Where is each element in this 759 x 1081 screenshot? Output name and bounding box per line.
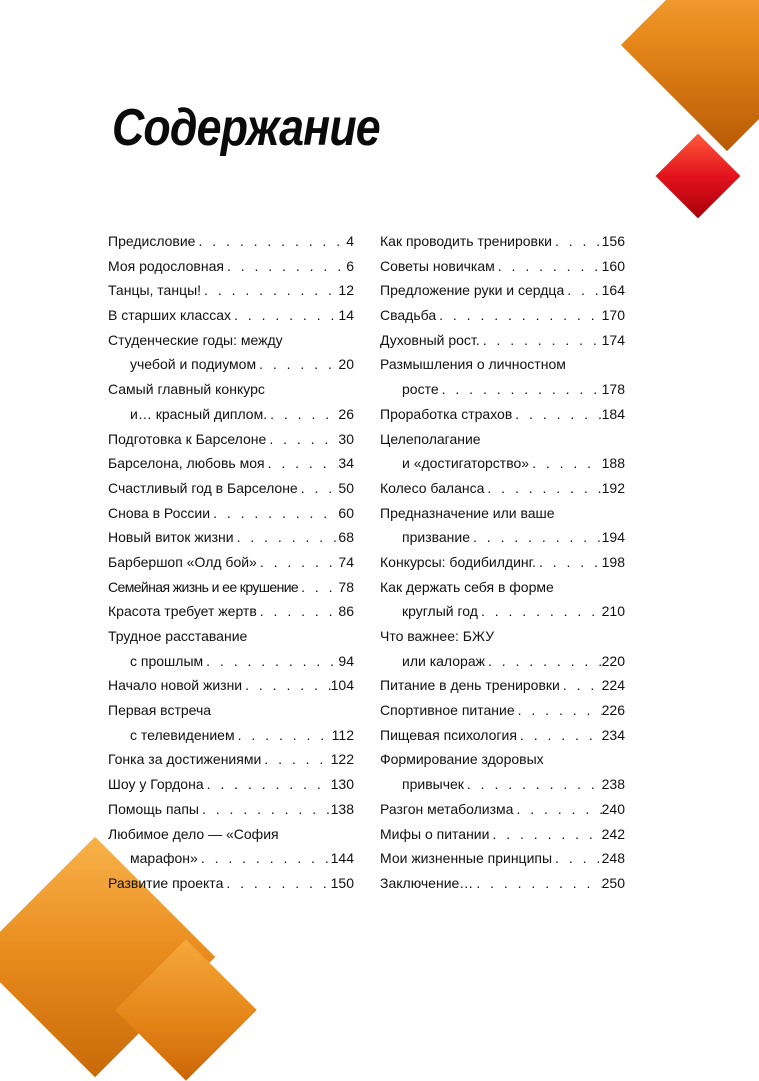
toc-entry-title: росте [402,381,439,398]
toc-column-left [108,229,354,896]
toc-entry-title: Колесо баланса [380,479,485,496]
dot-leader [266,427,338,452]
toc-entry[interactable] [380,476,625,501]
toc-page-number: 60 [338,504,354,521]
toc-entry[interactable] [380,427,625,476]
toc-page-number: 78 [338,578,354,595]
toc-entry[interactable] [108,476,354,501]
dot-leader [224,254,346,279]
toc-page-number: 14 [338,307,354,324]
toc-page-number: 50 [338,479,354,496]
toc-entry-title: Спортивное питание [380,702,515,719]
toc-entry-title: Предисловие [108,233,196,249]
toc-entry-title: Как держать себя в форме [380,578,554,595]
toc-entry[interactable] [380,797,625,822]
toc-entry-title: Шоу у Гордона [108,776,204,793]
toc-entry-title: Гонка за достижениями [108,751,262,768]
toc-entry[interactable] [380,328,625,353]
toc-entry[interactable] [108,377,354,426]
toc-entry[interactable] [380,254,625,279]
toc-entry-title: или калораж [402,652,485,669]
dot-leader [257,550,339,575]
toc-entry[interactable] [108,328,354,377]
toc-entry-title: марафон» [130,850,198,867]
toc-entry-title: Студенческие годы: между [108,331,283,348]
toc-entry-title: Духовный рост. [380,331,480,348]
toc-page-number: 192 [601,479,625,496]
toc-page-number: 250 [601,874,625,891]
dot-leader [480,328,602,353]
dot-leader [470,525,602,550]
dot-leader [242,673,331,698]
toc-page-number: 164 [601,282,625,299]
dot-leader [203,649,338,674]
toc-entry[interactable] [380,747,625,796]
toc-page-number: 6 [346,257,354,274]
toc-entry[interactable] [108,772,354,797]
toc-entry[interactable] [380,303,625,328]
toc-entry-title: Начало новой жизни [108,677,243,694]
toc-page-number: 12 [338,282,354,299]
dot-leader [473,871,601,896]
toc-entry[interactable] [108,501,354,526]
page-title: Содержание [112,99,380,157]
toc-page-number: 156 [601,233,625,249]
toc-page-number: 34 [338,455,354,472]
dot-leader [199,797,331,822]
toc-entry-title: с прошлым [130,652,204,669]
toc-page-number: 220 [601,652,625,669]
toc-entry-title: Подготовка к Барселоне [108,430,267,447]
toc-entry-title: Заключение… [380,874,474,891]
toc-entry-title: учебой и подиумом [130,356,257,373]
toc-page-number: 188 [601,455,625,472]
dot-leader [552,229,602,254]
toc-page-number: 26 [338,405,354,422]
dot-leader [210,501,338,526]
toc-entry-title: Новый виток жизни [108,529,234,546]
toc-entry-title: Предложение руки и сердца [380,282,565,299]
dot-leader [198,846,331,871]
toc-entry[interactable] [380,402,625,427]
dot-leader [560,673,602,698]
toc-entry-title: Мифы о питании [380,825,490,842]
dot-leader [515,698,602,723]
toc-page-number: 174 [601,331,625,348]
dot-leader [552,846,602,871]
dot-leader [201,278,338,303]
toc-entry-title: Семейная жизнь и ее крушение [108,578,299,595]
dot-leader [464,772,602,797]
toc-entry-title: и «достигаторство» [402,455,530,472]
dot-leader [231,303,338,328]
toc-page-number: 74 [338,553,354,570]
orange-diamond-decoration-top [621,0,759,151]
dot-leader [564,278,601,303]
toc-entry-title: Танцы, танцы! [108,282,202,299]
dot-leader [436,303,602,328]
toc-entry[interactable] [108,575,354,600]
toc-page-number: 242 [601,825,625,842]
toc-entry[interactable] [108,525,354,550]
toc-entry[interactable] [108,451,354,476]
toc-entry-title: Свадьба [380,307,437,324]
dot-leader [439,377,602,402]
toc-entry[interactable] [380,575,625,624]
dot-leader [234,525,339,550]
toc-entry[interactable] [108,599,354,624]
toc-page-number: 122 [330,751,354,768]
toc-page-number: 170 [601,307,625,324]
toc-page-number: 226 [601,702,625,719]
dot-leader [204,772,331,797]
toc-entry-title: Размышления о личностном [380,356,566,373]
toc-entry-title: Развитие проекта [108,874,224,891]
toc-page-number: 130 [330,776,354,793]
toc-page-number: 144 [330,850,354,867]
toc-entry-title: Что важнее: БЖУ [380,628,495,644]
dot-leader [484,476,601,501]
toc-page-number: 184 [601,405,625,422]
toc-entry[interactable] [380,278,625,303]
toc-page-number: 240 [601,800,625,817]
toc-entry-title: Любимое дело — «София [108,825,279,842]
toc-entry-title: Формирование здоровых [380,751,544,768]
dot-leader [265,451,339,476]
toc-entry-title: Как проводить тренировки [380,233,552,249]
toc-entry-title: с телевидением [130,726,235,743]
toc-entry-title: Барселона, любовь моя [108,455,265,472]
toc-page-number: 234 [601,726,625,743]
toc-page-number: 112 [331,726,354,743]
dot-leader [298,476,339,501]
dot-leader [267,402,338,427]
toc-entry-title: Моя родословная [108,257,224,274]
toc-entry-title: Барбершоп «Олд бой» [108,553,257,570]
toc-entry[interactable] [108,673,354,698]
dot-leader [513,797,601,822]
toc-page-number: 178 [601,381,625,398]
toc-entry-title: Советы новичкам [380,257,495,274]
dot-leader [485,649,602,674]
toc-page-number: 150 [330,874,354,891]
toc-entry[interactable] [108,303,354,328]
toc-entry[interactable] [380,723,625,748]
toc-page-number: 198 [601,553,625,570]
toc-entry[interactable] [108,797,354,822]
toc-page-number: 30 [338,430,354,447]
toc-entry-title: В старших классах [108,307,232,324]
toc-page-number: 86 [338,603,354,620]
toc-entry[interactable] [380,871,625,896]
toc-entry[interactable] [380,352,625,401]
toc-entry-title: призвание [402,529,471,546]
toc-entry-title: Снова в России [108,504,211,521]
dot-leader [256,352,338,377]
toc-page-number: 224 [601,677,625,694]
toc-entry-title: Пищевая психология [380,726,517,743]
toc-entry-title: Проработка страхов [380,405,513,422]
dot-leader [195,229,346,254]
toc-entry[interactable] [108,550,354,575]
toc-entry-title: Красота требует жертв [108,603,257,620]
toc-entry[interactable] [380,673,625,698]
toc-entry-title: и… красный диплом. [130,405,268,422]
toc-entry[interactable] [108,822,354,871]
toc-entry-title: Конкурсы: бодибилдинг. [380,553,536,570]
toc-page-number: 248 [601,850,625,867]
dot-leader [235,723,332,748]
toc-entry[interactable] [108,624,354,673]
toc-entry[interactable] [108,871,354,896]
toc-entry-title: привычек [402,776,464,793]
toc-entry-title: Счастливый год в Барселоне [108,479,298,496]
toc-entry[interactable] [380,698,625,723]
toc-entry[interactable] [380,822,625,847]
toc-entry[interactable] [108,254,354,279]
toc-entry-title: Предназначение или ваше [380,504,555,521]
dot-leader [478,599,602,624]
toc-entry-title: Целеполагание [380,430,481,447]
toc-page-number: 20 [338,356,354,373]
toc-page-number: 104 [330,677,354,694]
toc-entry-title: Помощь папы [108,800,199,817]
toc-entry-title: Разгон метаболизма [380,800,514,817]
toc-entry-title: круглый год [402,603,478,620]
toc-entry[interactable] [380,550,625,575]
dot-leader [298,575,338,600]
toc-entry[interactable] [108,427,354,452]
toc-page-number: 238 [601,776,625,793]
toc-entry[interactable] [108,698,354,747]
dot-leader [489,822,601,847]
dot-leader [257,599,339,624]
toc-entry[interactable] [380,846,625,871]
toc-entry[interactable] [108,278,354,303]
dot-leader [261,747,330,772]
toc-page-number: 194 [601,529,625,546]
toc-page-number: 4 [346,233,354,249]
toc-entry-title: Трудное расставание [108,628,248,644]
dot-leader [495,254,602,279]
toc-page-number: 138 [330,800,354,817]
dot-leader [529,451,602,476]
dot-leader [536,550,602,575]
dot-leader [512,402,601,427]
toc-page-number: 68 [338,529,354,546]
dot-leader [223,871,330,896]
toc-entry[interactable] [108,229,354,254]
toc-page-number: 160 [601,257,625,274]
toc-page-number: 210 [601,603,625,620]
toc-entry-title: Мои жизненные принципы [380,850,553,867]
toc-column-right [380,229,625,896]
toc-entry-title: Самый главный конкурс [108,381,265,398]
toc-entry-title: Первая встреча [108,702,212,719]
dot-leader [517,723,602,748]
toc-page-number: 94 [338,652,354,669]
toc-entry[interactable] [380,229,625,254]
toc-entry[interactable] [380,501,625,550]
toc-entry[interactable] [108,747,354,772]
toc-entry[interactable] [380,624,625,673]
toc-entry-title: Питание в день тренировки [380,677,560,694]
